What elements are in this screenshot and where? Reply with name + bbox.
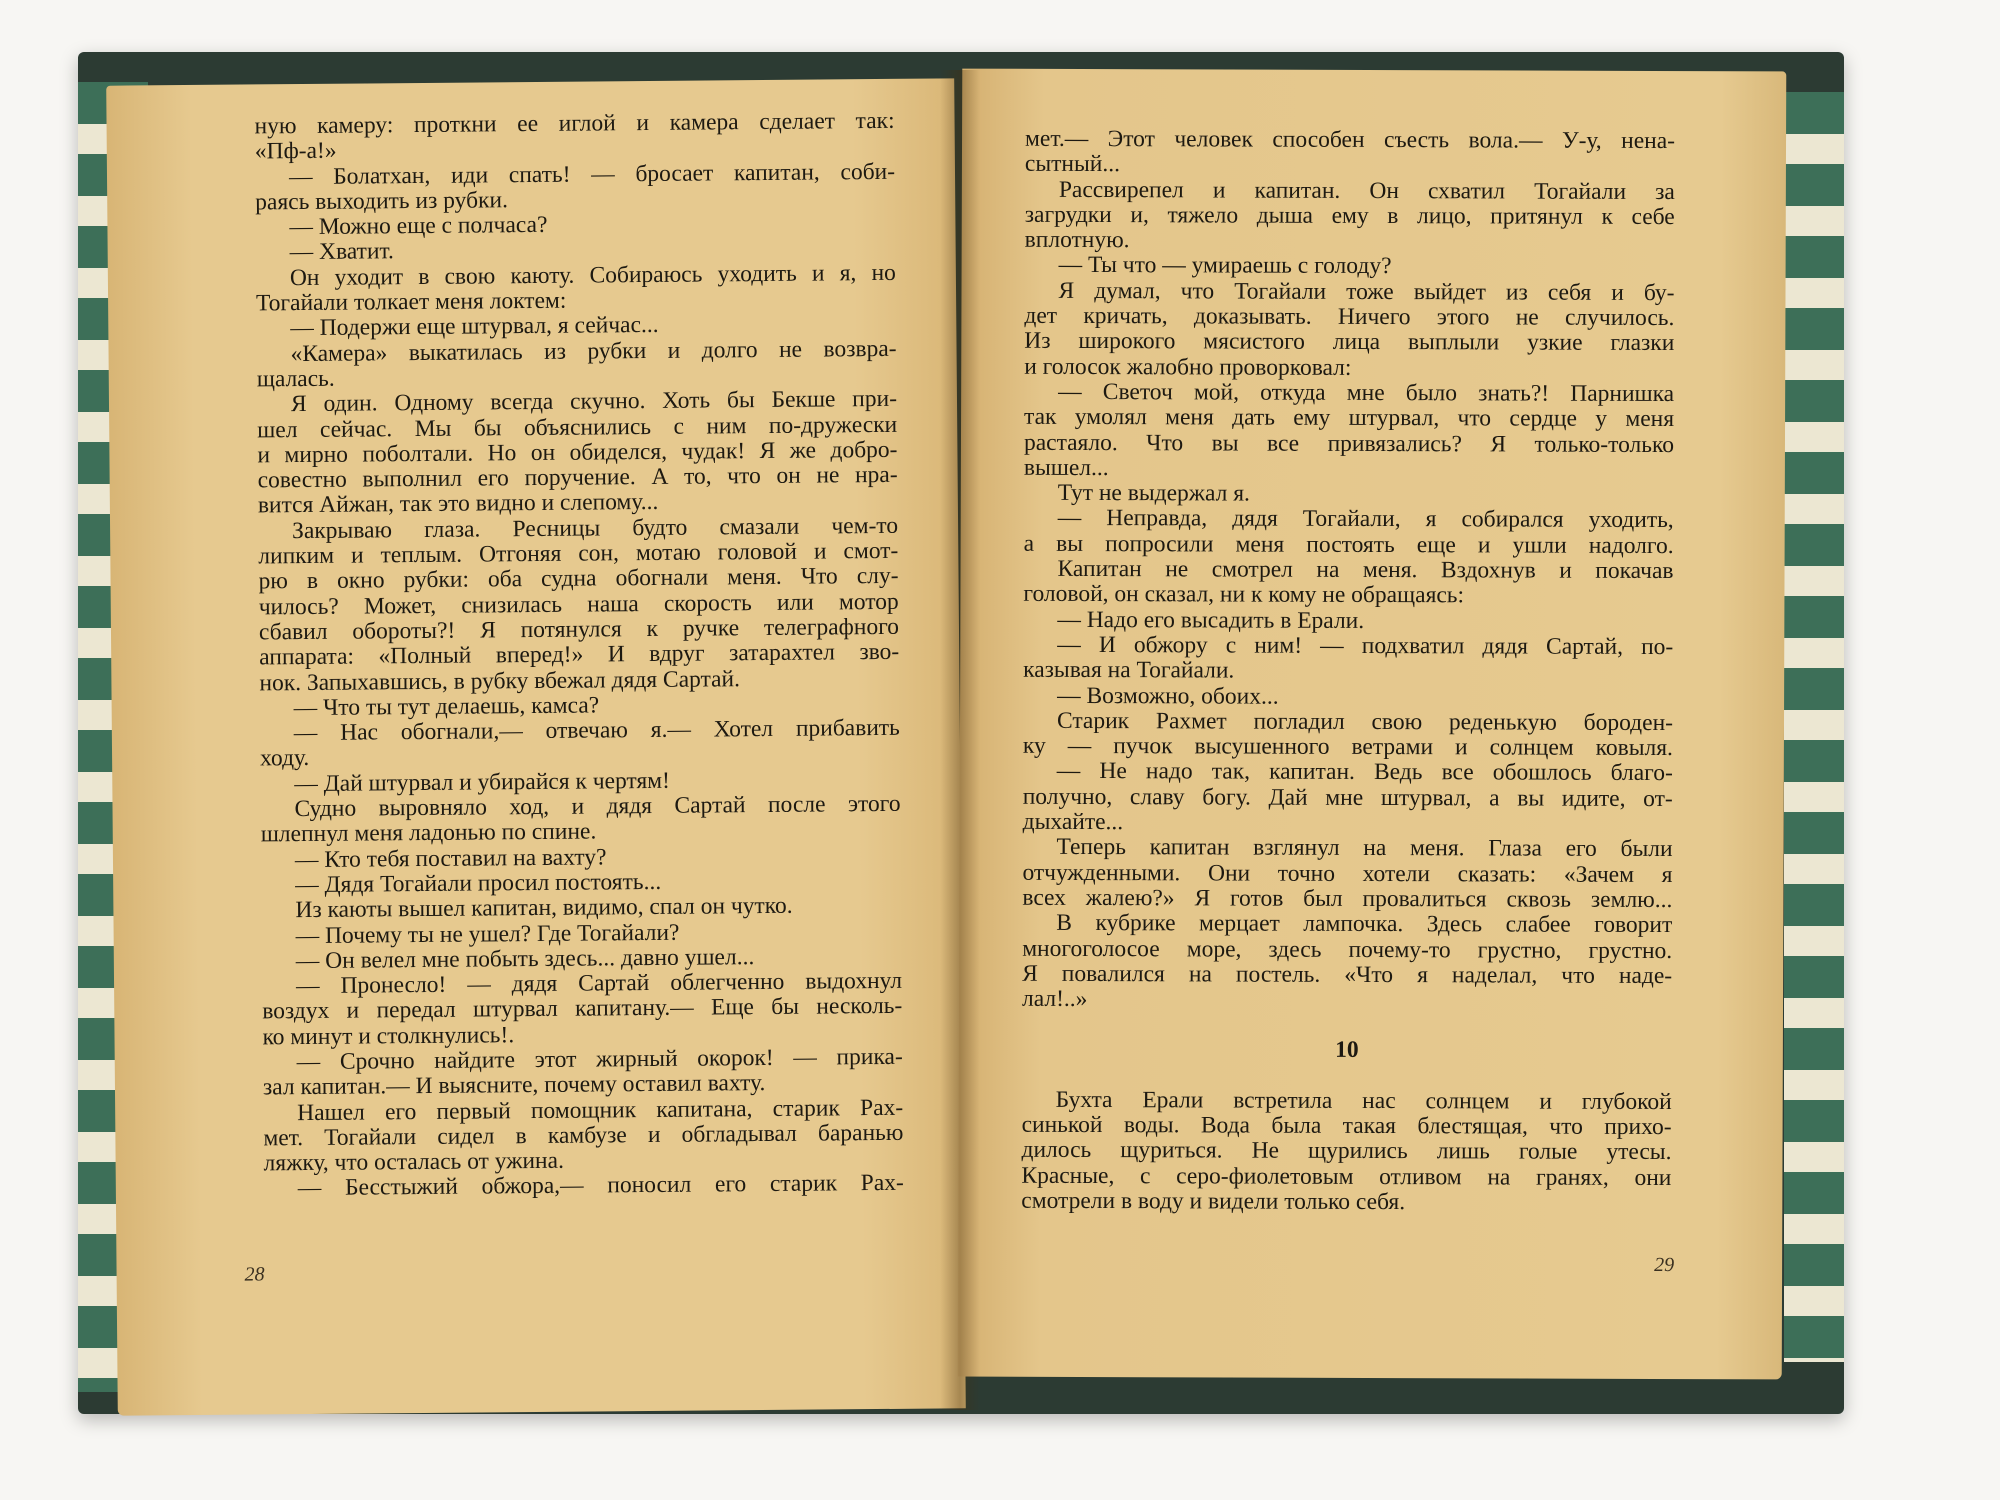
text-line: — Почему ты не ушел? Где Тогайали?: [295, 919, 680, 949]
text-line: шел сейчас. Мы бы объяснились с ним по-дружески: [257, 411, 898, 443]
text-line: Судно выровняло ход, и дядя Сартай после этого: [294, 790, 901, 823]
text-line: Я один. Одному всегда скучно. Хоть бы Бекше при-: [290, 386, 898, 418]
text-line: ную камеру: проткни ее иглой и камера сделает так:: [254, 107, 895, 140]
text-line: липким и теплым. Отгоняя сон, мотаю головой и смот-: [258, 537, 899, 570]
text-line: — Болатхан, иди спать! — бросает капитан, соби-: [288, 158, 896, 190]
text-line: всех жалею?» Я готов был провалиться сквозь землю...: [1022, 884, 1673, 913]
text-line: — Светоч мой, откуда мне было знать?! Парнишка: [1058, 378, 1675, 408]
text-line: Старик Рахмет погладил свою реденькую бороден-: [1056, 707, 1674, 736]
right-page-number: 29: [1654, 1253, 1675, 1277]
text-line: чилось? Может, снизилась наша скорость или мотор: [258, 588, 899, 621]
text-line: — Не надо так, капитан. Ведь все обошлось благо-: [1056, 758, 1673, 787]
text-line: рю в окно рубки: оба судна обогнали меня. Что слу-: [258, 563, 899, 595]
text-line: Капитан не смотрел на меня. Вздохнув и покачав: [1057, 555, 1674, 585]
text-line: так умолял меня дать ему штурвал, что сердце у меня: [1024, 404, 1675, 433]
text-line: вится Айжан, так это видно и слепому...: [257, 489, 659, 519]
text-line: шлепнул меня ладонью по спине.: [260, 818, 597, 848]
text-line: а вы попросили меня постоять еще и ушли надолго.: [1023, 530, 1674, 559]
text-line: Из каюты вышел капитан, видимо, спал он чутко.: [295, 892, 793, 924]
text-line: — Хватит.: [289, 238, 394, 266]
right-page-paragraphs: [1022, 127, 1675, 1015]
text-line: — Подержи еще штурвал, я сейчас...: [290, 312, 659, 342]
cover-striped-edge-right: [1784, 92, 1844, 1362]
right-page-text: [1021, 127, 1675, 1216]
text-line: мет. Тогайали сидел в камбузе и обгладывал баранью: [263, 1119, 904, 1152]
chapter-paragraphs: [1021, 1087, 1671, 1216]
text-line: Теперь капитан взглянул на меня. Глаза его были: [1056, 834, 1673, 863]
text-line: сытный...: [1024, 151, 1121, 178]
text-line: — Возможно, обоих...: [1057, 682, 1279, 710]
text-line: аппарата: «Полный вперед!» И вдруг затарахтел зво-: [259, 639, 900, 671]
text-line: — Надо его высадить в Ерали.: [1057, 606, 1365, 634]
text-line: и мирно поболтали. Но он обиделся, чудак! Я же добро-: [257, 436, 898, 469]
text-line: — Кто тебя поставил на вахту?: [294, 843, 607, 873]
text-line: Бухта Ерали встретила нас солнцем и глубокой: [1055, 1086, 1672, 1115]
text-line: ко минут и столкнулись!.: [262, 1021, 515, 1051]
text-line: раясь выходить из рубки.: [255, 187, 509, 216]
text-line: дыхайте...: [1022, 808, 1124, 836]
text-line: Он уходит в свою каюту. Собираюсь уходить и я, но: [289, 259, 896, 291]
text-line: Красные, с серо-фиолетовым отливом на гранях, они: [1021, 1162, 1672, 1191]
text-line: — Можно еще с полчаса?: [289, 212, 548, 241]
text-line: многоголосое море, здесь почему-то грустно, грустно.: [1022, 935, 1673, 964]
text-line: Тогайали толкает меня локтем:: [256, 287, 567, 317]
left-page-text: [254, 109, 903, 1202]
text-line: получно, славу богу. Дай мне штурвал, а вы идите, от-: [1022, 783, 1673, 812]
text-line: «Пф-а!»: [254, 138, 337, 165]
text-line: дилось щуриться. Не щурились лишь голые утесы.: [1021, 1137, 1672, 1166]
text-line: — Что ты тут делаешь, камса?: [293, 692, 600, 721]
text-line: — Неправда, дядя Тогайали, я собирался уходить,: [1057, 505, 1674, 534]
text-line: нок. Запыхавшись, в рубку вбежал дядя Сартай.: [259, 665, 741, 696]
text-line: Я повалился на постель. «Что я наделал, что наде-: [1022, 960, 1673, 989]
text-line: головой, он сказал, ни к кому не обращаясь:: [1023, 581, 1465, 609]
text-line: — Срочно найдите этот жирный окорок! — прика-: [296, 1043, 903, 1076]
text-line: вплотную.: [1024, 226, 1130, 254]
text-line: Закрываю глаза. Ресницы будто смазали чем-то: [291, 512, 899, 544]
text-line: дет кричать, доказывать. Ничего этого не случилось.: [1024, 302, 1675, 332]
text-line: — Нас обогнали,— отвечаю я.— Хотел прибавить: [293, 714, 900, 747]
text-line: загрудки и, тяжело дыша ему в лицо, притянул к себе: [1024, 201, 1675, 230]
text-line: ляжку, что осталась от ужина.: [263, 1147, 565, 1177]
text-line: щалась.: [256, 365, 335, 393]
text-line: В кубрике мерцает лампочка. Здесь слабее говорит: [1056, 910, 1673, 939]
chapter-number: 10: [1335, 1037, 1359, 1064]
text-line: — И обжору с ним! — подхватил дядя Сартай, по-: [1057, 631, 1674, 660]
text-line: «Камера» выкатилась из рубки и долго не возвра-: [290, 335, 897, 367]
text-line: Из широкого мясистого лица выплыли узкие глазки: [1024, 328, 1675, 357]
text-line: смотрели в воду и видели только себя.: [1021, 1187, 1406, 1215]
text-line: мет.— Этот человек способен съесть вола.— У-у, нена-: [1024, 125, 1676, 155]
text-line: Я думал, что Тогайали тоже выйдет из себя и бу-: [1058, 277, 1675, 306]
text-line: совестно выполнил его поручение. А то, что он не нра-: [257, 461, 898, 494]
text-line: — Дядя Тогайали просил постоять...: [295, 868, 662, 899]
text-line: сбавил обороты?! Я потянулся к ручке телеграфного: [258, 613, 900, 646]
text-line: — Дай штурвал и убирайся к чертям!: [294, 767, 671, 797]
text-line: Нашел его первый помощник капитана, старик Рах-: [297, 1094, 904, 1126]
text-line: Тут не выдержал я.: [1057, 480, 1251, 507]
left-page: [106, 78, 966, 1415]
text-line: — Он велел мне побыть здесь... давно ушел...: [295, 943, 755, 974]
text-line: воздух и передал штурвал капитану.— Еще бы несколь-: [262, 993, 903, 1025]
text-line: казывая на Тогайали.: [1023, 657, 1235, 684]
text-line: ходу.: [259, 745, 310, 772]
right-page: [958, 69, 1787, 1380]
text-line: отчужденными. Они точно хотели сказать: «Зачем я: [1022, 859, 1673, 888]
text-line: — Ты что — умираешь с голоду?: [1058, 252, 1392, 280]
text-line: растаяло. Что вы все привязались? Я только-только: [1023, 429, 1675, 458]
left-page-number: 28: [244, 1263, 265, 1286]
text-line: Рассвирепел и капитан. Он схватил Тогайали за: [1058, 176, 1675, 205]
text-line: ку — пучок высушенного ветрами и солнцем ковыля.: [1022, 732, 1673, 762]
text-line: вышел...: [1023, 454, 1109, 481]
text-line: — Бесстыжий обжора,— поносил его старик Рах-: [297, 1170, 904, 1202]
text-line: зал капитан.— И выясните, почему оставил вахту.: [262, 1070, 766, 1101]
text-line: и голосок жалобно проворковал:: [1024, 353, 1352, 381]
text-line: — Пронесло! — дядя Сартай облегченно выдохнул: [295, 967, 903, 1000]
text-line: синькой воды. Вода была такая блестящая, что прихо-: [1021, 1111, 1672, 1141]
text-line: лал!..»: [1021, 985, 1088, 1013]
